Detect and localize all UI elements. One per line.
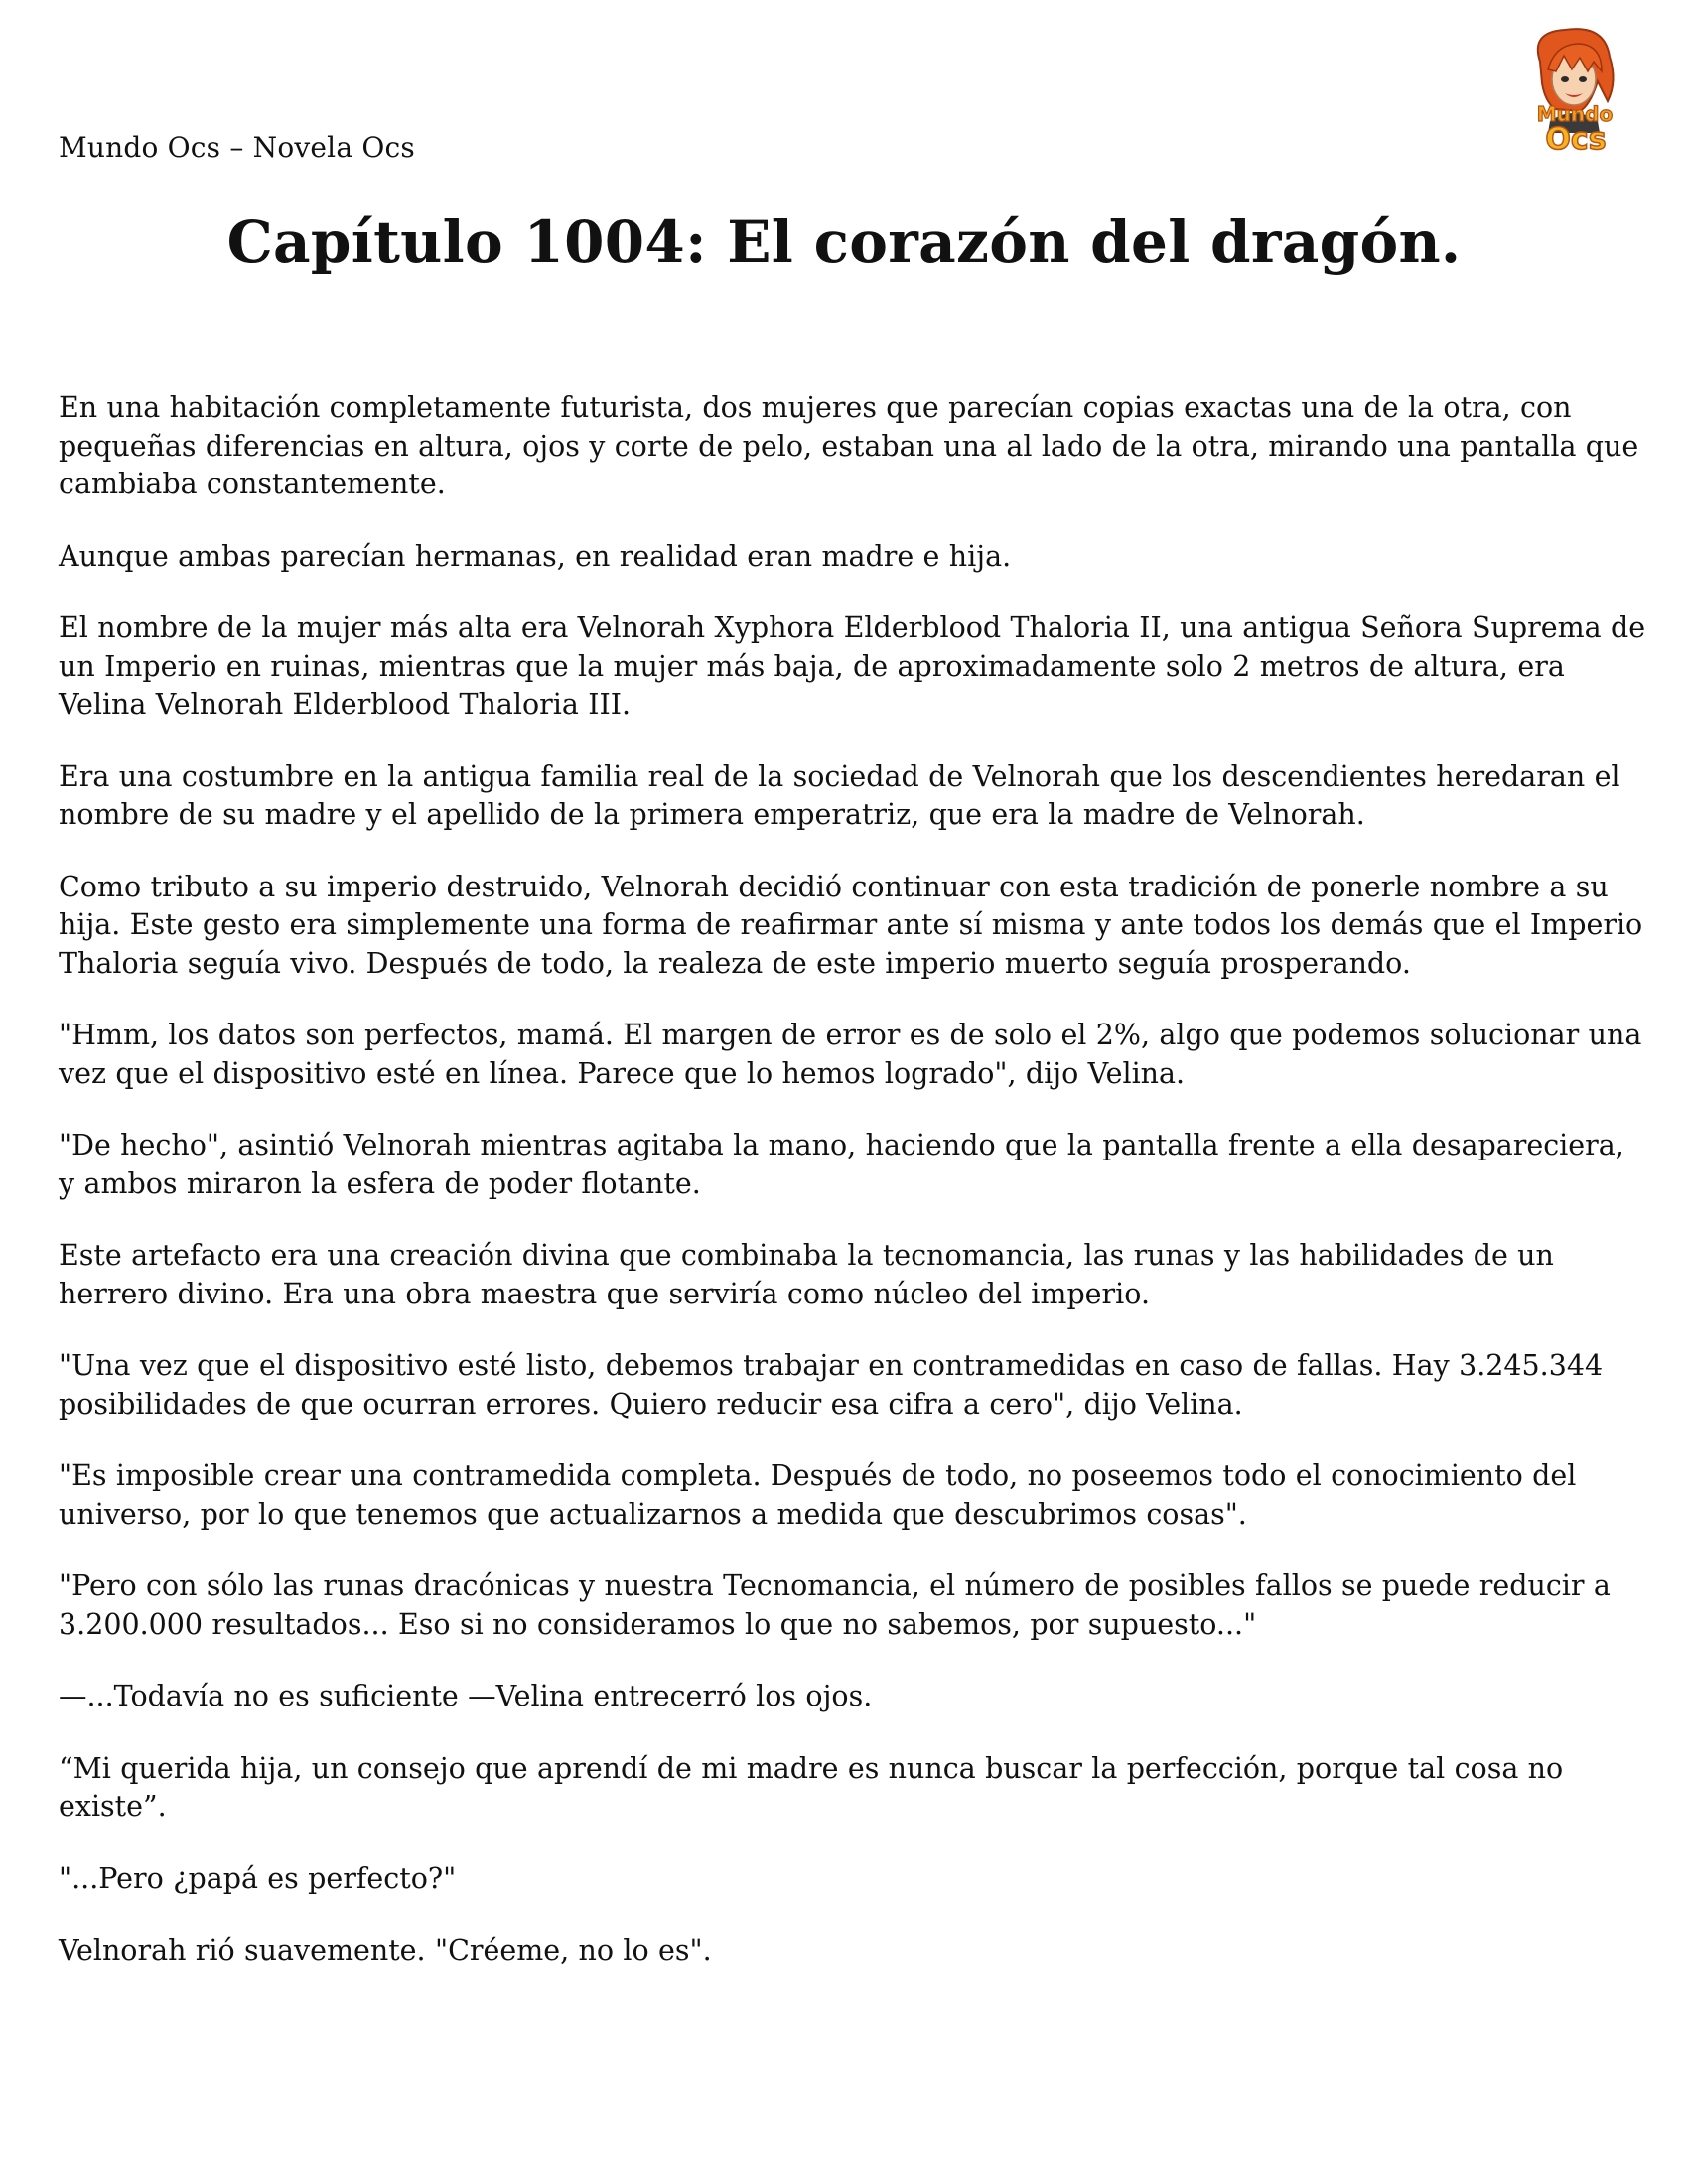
chapter-title: Capítulo 1004: El corazón del dragón.	[226, 208, 1462, 276]
paragraph: "Una vez que el dispositivo esté listo, debemos trabajar en contramedidas en caso de fallas. Hay 3.245.344 posibilidades de que ocurran errores. Quiero reducir esa cifra a cero", dijo Velina.	[59, 1349, 1604, 1421]
paragraph: “Mi querida hija, un consejo que aprendí de mi madre es nunca buscar la perfección, porque tal cosa no existe”.	[59, 1751, 1564, 1823]
paragraph: Velnorah rió suavemente. "Créeme, no lo es".	[59, 1934, 712, 1967]
logo-graphic	[1510, 22, 1639, 161]
paragraph: Este artefacto era una creación divina que combinaba la tecnomancia, las runas y las habilidades de un herrero divino. Era una obra maestra que serviría como núcleo del imperio.	[59, 1239, 1554, 1310]
site-header-label: Mundo Ocs – Novela Ocs	[59, 131, 415, 164]
paragraph: "Pero con sólo las runas dracónicas y nuestra Tecnomancia, el número de posibles fallos se puede reducir a 3.200.000 resultados... Eso si no consideramos lo que no sabemos, por supuesto..."	[59, 1570, 1611, 1641]
paragraph: Como tributo a su imperio destruido, Velnorah decidió continuar con esta tradición de ponerle nombre a su hija. Este gesto era simplemente una forma de reafirmar ante sí misma y ante todos los demás que el Imperio Thaloria seguía vivo. Después de todo, la realeza de este imperio muerto seguía prosperando.	[59, 870, 1643, 980]
paragraph: "De hecho", asintió Velnorah mientras agitaba la mano, haciendo que la pantalla frente a ella desapareciera, y ambos miraron la esfera de poder flotante.	[59, 1129, 1624, 1200]
paragraph: —...Todavía no es suficiente —Velina entrecerró los ojos.	[59, 1680, 873, 1712]
paragraph: "Es imposible crear una contramedida completa. Después de todo, no poseemos todo el conocimiento del universo, por lo que tenemos que actualizarnos a medida que descubrimos cosas".	[59, 1459, 1577, 1531]
chapter-body	[59, 389, 1647, 2004]
paragraph: "Hmm, los datos son perfectos, mamá. El margen de error es de solo el 2%, algo que podemos solucionar una vez que el dispositivo esté en línea. Parece que lo hemos logrado", dijo Velina.	[59, 1019, 1642, 1090]
logo-text-bottom: Ocs	[1545, 122, 1607, 157]
paragraph: El nombre de la mujer más alta era Velnorah Xyphora Elderblood Thaloria II, una antigua Señora Suprema de un Imperio en ruinas, mientras que la mujer más baja, de aproximadamente solo 2 metros de altura, era Velina Velnorah Elderblood Thaloria III.	[59, 612, 1646, 721]
paragraph: En una habitación completamente futurista, dos mujeres que parecían copias exactas una de la otra, con pequeñas diferencias en altura, ojos y corte de pelo, estaban una al lado de la otra, mirando una pantalla que cambiaba constantemente.	[59, 391, 1639, 500]
mundo-ocs-logo-icon	[1510, 22, 1639, 161]
paragraph: Era una costumbre en la antigua familia real de la sociedad de Velnorah que los descendientes heredaran el nombre de su madre y el apellido de la primera emperatriz, que era la madre de Velnorah.	[59, 759, 1620, 831]
paragraph: "...Pero ¿papá es perfecto?"	[59, 1861, 457, 1895]
logo-text-top: Mundo	[1536, 102, 1614, 126]
paragraph: Aunque ambas parecían hermanas, en realidad eran madre e hija.	[59, 539, 1012, 573]
